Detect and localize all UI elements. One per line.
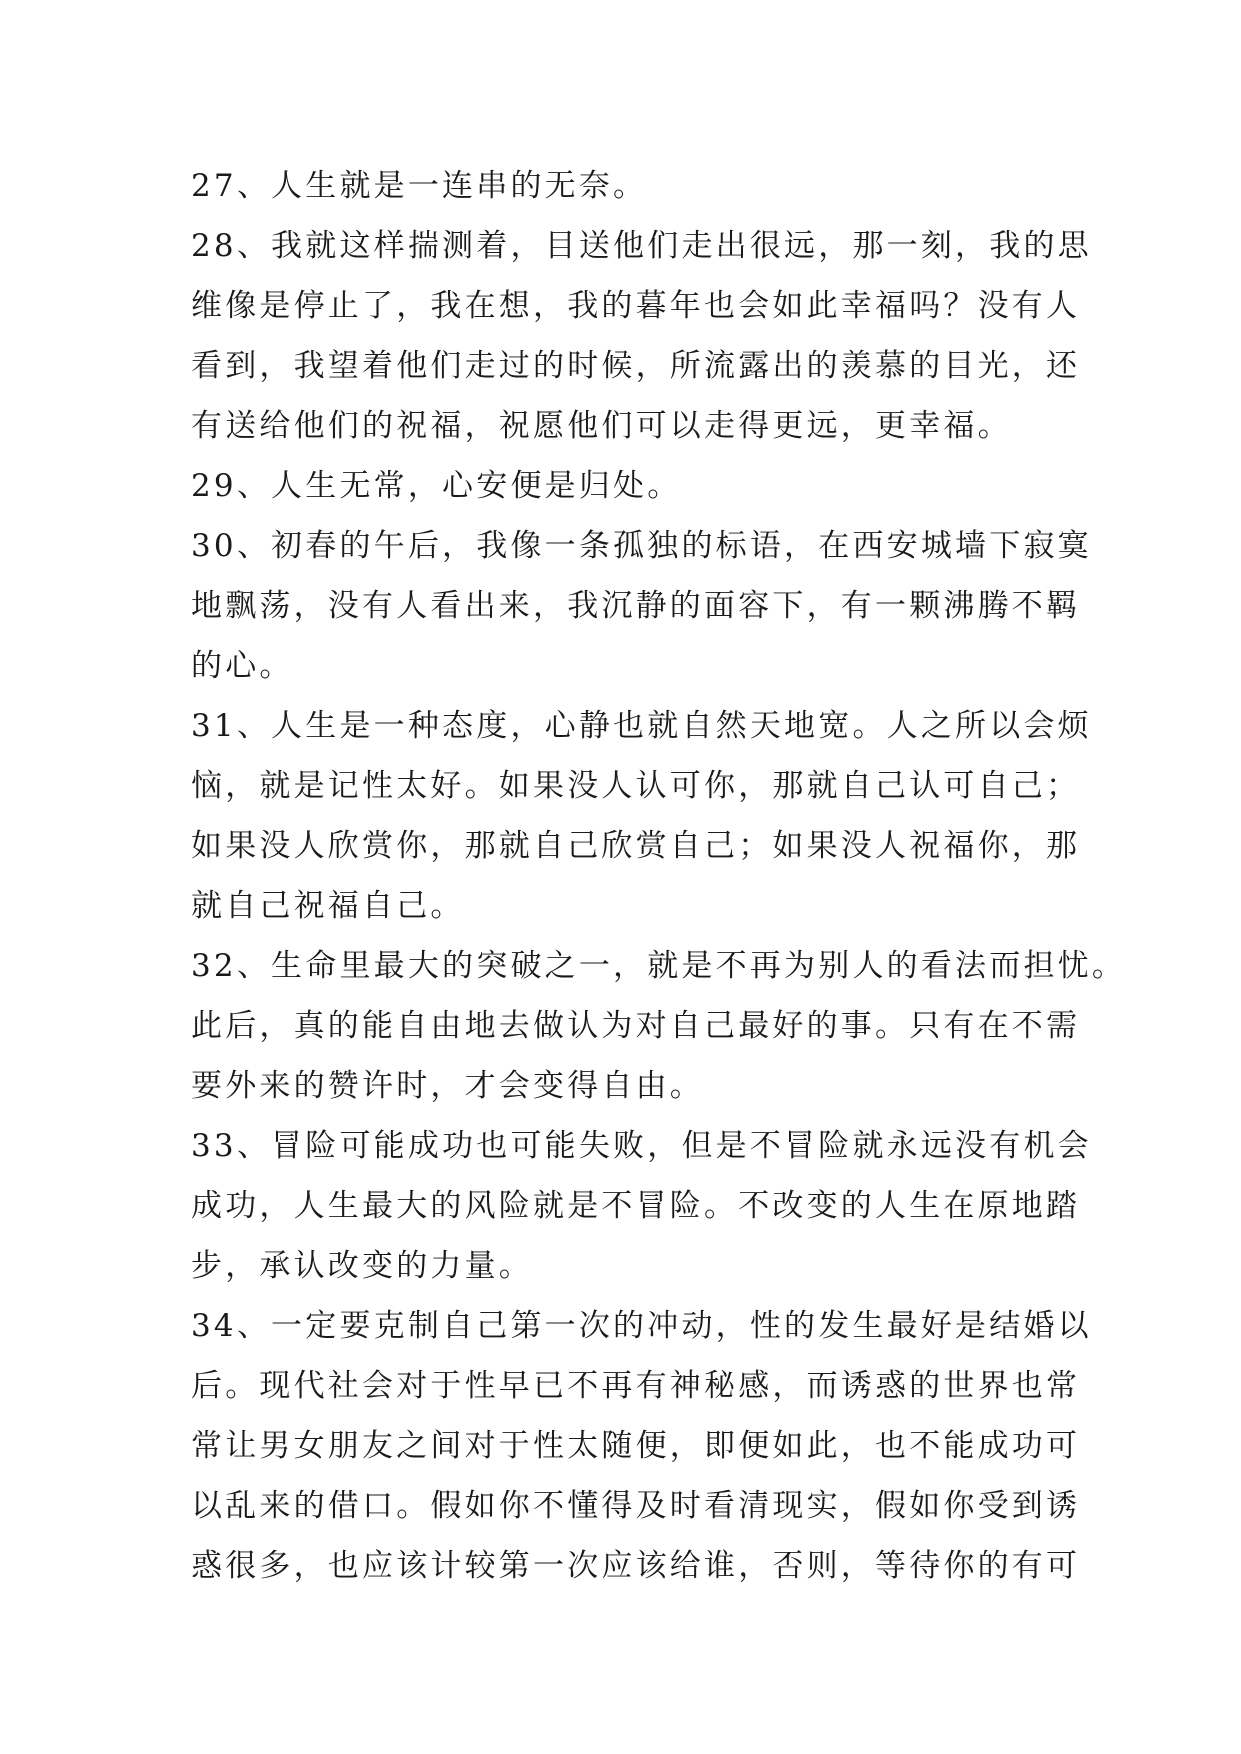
text-line: 常让男女朋友之间对于性太随便，即便如此，也不能成功可 [191,1428,1081,1464]
text-line: 33、冒险可能成功也可能失败，但是不冒险就永远没有机会 [191,1128,1092,1164]
text-line: 要外来的赞许时，才会变得自由。 [191,1068,704,1104]
text-line: 的心。 [191,648,294,684]
text-line: 后。现代社会对于性早已不再有神秘感，而诱惑的世界也常 [191,1368,1081,1404]
text-line: 惑很多，也应该计较第一次应该给谁，否则，等待你的有可 [191,1548,1081,1584]
text-line: 以乱来的借口。假如你不懂得及时看清现实，假如你受到诱 [191,1488,1081,1524]
text-line: 就自己祝福自己。 [191,888,465,924]
text-line: 31、人生是一种态度，心静也就自然天地宽。人之所以会烦 [191,708,1092,744]
text-line: 30、初春的午后，我像一条孤独的标语，在西安城墙下寂寞 [191,528,1092,564]
text-line: 地飘荡，没有人看出来，我沉静的面容下，有一颗沸腾不羁 [191,588,1081,624]
text-line: 28、我就这样揣测着，目送他们走出很远，那一刻，我的思 [191,228,1092,264]
text-line: 此后，真的能自由地去做认为对自己最好的事。只有在不需 [191,1008,1081,1044]
text-line: 34、一定要克制自己第一次的冲动，性的发生最好是结婚以 [191,1308,1092,1344]
text-line: 看到，我望着他们走过的时候，所流露出的羡慕的目光，还 [191,348,1081,384]
text-line: 27、人生就是一连串的无奈。 [191,168,648,204]
text-line: 步，承认改变的力量。 [191,1248,533,1284]
document-body [191,156,1127,1596]
text-line: 维像是停止了，我在想，我的暮年也会如此幸福吗？没有人 [191,288,1081,324]
text-line: 恼，就是记性太好。如果没人认可你，那就自己认可自己； [191,768,1081,804]
text-line: 29、人生无常，心安便是归处。 [191,468,682,504]
text-line: 如果没人欣赏你，那就自己欣赏自己；如果没人祝福你，那 [191,828,1081,864]
text-line: 成功，人生最大的风险就是不冒险。不改变的人生在原地踏 [191,1188,1081,1224]
text-line: 32、生命里最大的突破之一，就是不再为别人的看法而担忧。 [191,948,1127,984]
text-line: 有送给他们的祝福，祝愿他们可以走得更远，更幸福。 [191,408,1012,444]
